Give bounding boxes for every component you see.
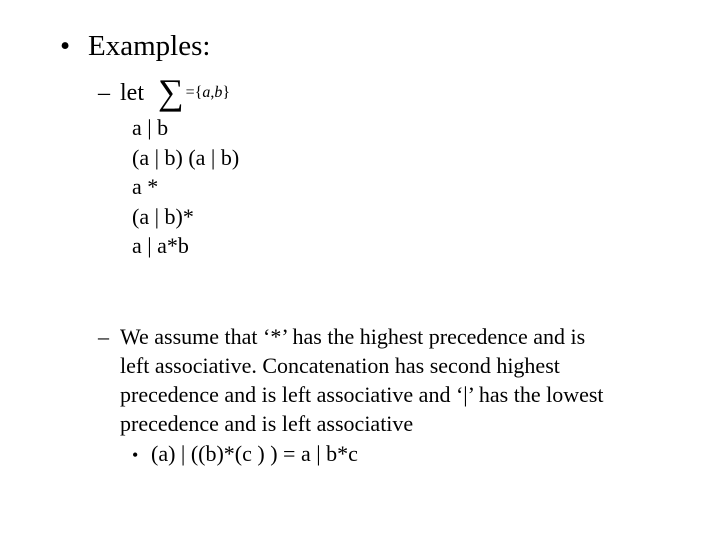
- formula-var-a: a: [202, 84, 211, 101]
- bullet-icon: •: [132, 445, 139, 465]
- precedence-note: [98, 322, 678, 438]
- formula-open-brace: {: [194, 84, 203, 101]
- sub-example: [132, 441, 358, 467]
- formula-equals: =: [185, 84, 195, 101]
- example-item: a *: [132, 174, 159, 199]
- heading-text: Examples:: [88, 30, 211, 62]
- note-line: We assume that ‘*’ has the highest precedence and is: [120, 324, 586, 349]
- formula-close-brace: }: [222, 84, 231, 101]
- example-item: a | a*b: [132, 233, 189, 258]
- example-item: a | b: [132, 115, 169, 140]
- example-item: (a | b) (a | b): [132, 144, 240, 170]
- let-line: [98, 72, 231, 112]
- note-line: precedence and is left associative and ‘|’ has the lowest: [120, 382, 604, 407]
- dash-icon: –: [98, 324, 109, 349]
- formula-var-b: b: [214, 84, 223, 101]
- example-list: [132, 113, 239, 261]
- precedence-note-text: [120, 322, 678, 438]
- sub-example-text: (a) | ((b)*(c ) ) = a | b*c: [151, 441, 358, 466]
- dash-icon: –: [98, 79, 110, 106]
- bullet-icon: •: [60, 30, 71, 62]
- formula-comma: ,: [210, 84, 215, 101]
- sigma-symbol: ∑: [158, 72, 184, 112]
- note-line: precedence and is left associative: [120, 411, 414, 436]
- let-text: let: [120, 79, 144, 106]
- note-line: left associative. Concatenation has second highest: [120, 353, 560, 378]
- heading-examples: [60, 30, 210, 63]
- example-item: (a | b)*: [132, 203, 194, 229]
- alphabet-formula: [158, 72, 231, 112]
